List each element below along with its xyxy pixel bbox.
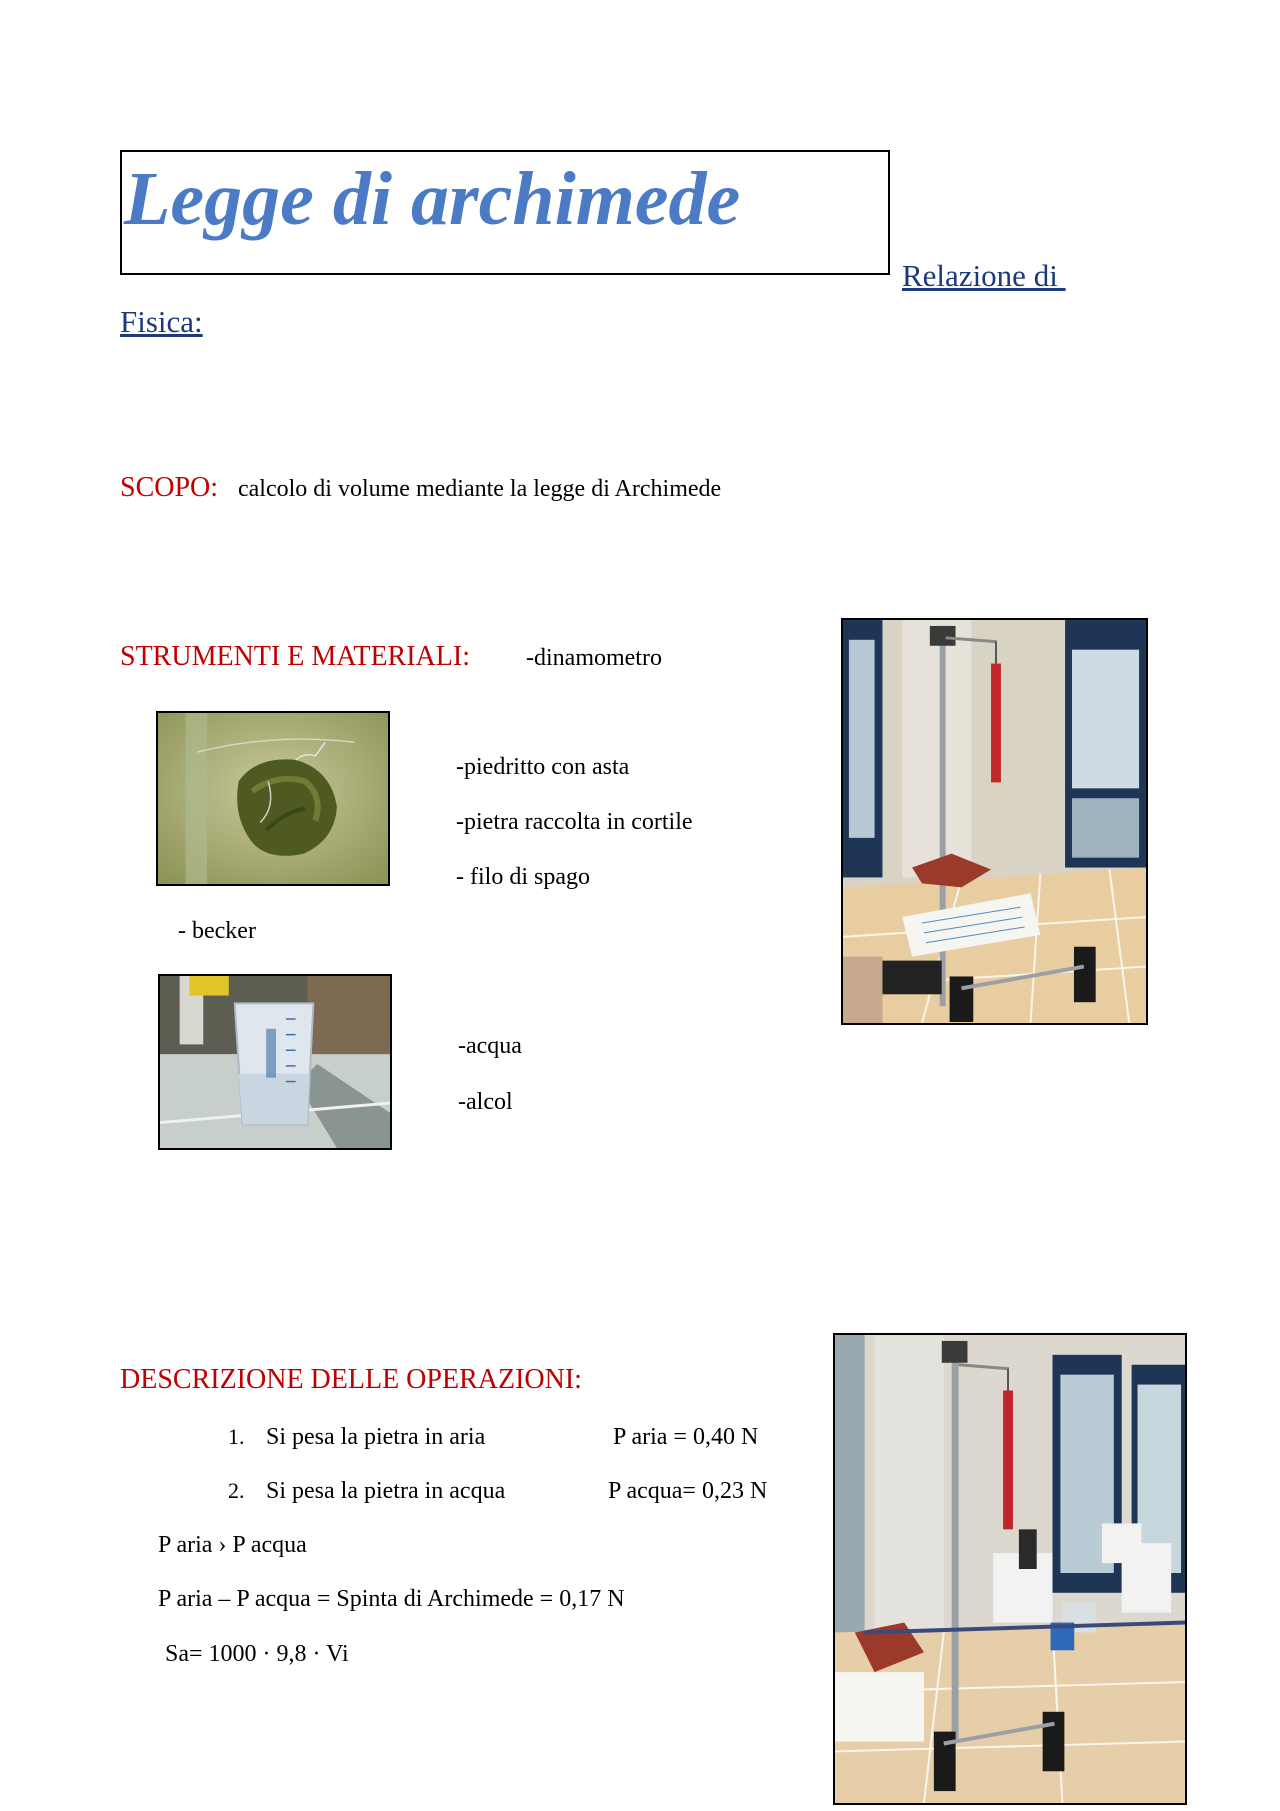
document-title: Legge di archimede [124, 157, 741, 241]
dynamometer-setup-photo [841, 618, 1148, 1025]
material-item: - becker [178, 918, 256, 944]
step-text: Si pesa la pietra in aria [266, 1424, 486, 1450]
material-item: -alcol [458, 1089, 513, 1115]
beaker-photo [158, 974, 392, 1150]
lab-setup-photo [833, 1333, 1187, 1805]
descrizione-heading: DESCRIZIONE DELLE OPERAZIONI: [120, 1364, 582, 1395]
scopo-heading: SCOPO: [120, 472, 219, 503]
strumenti-heading: STRUMENTI E MATERIALI: [120, 641, 470, 672]
step-number: 2. [228, 1478, 245, 1503]
material-item: -dinamometro [526, 645, 662, 671]
material-item: - filo di spago [456, 864, 590, 890]
step-text: Si pesa la pietra in acqua [266, 1478, 506, 1504]
material-item: -piedritto con asta [456, 754, 630, 780]
step-value: P acqua= 0,23 N [608, 1478, 768, 1504]
subtitle-part2: Fisica: [120, 304, 203, 339]
stone-photo [156, 711, 390, 886]
scopo-text: calcolo di volume mediante la legge di Archimede [238, 476, 722, 502]
formula-line: Sa= 1000 · 9,8 · Vi [165, 1641, 349, 1667]
spinta-line: P aria – P acqua = Spinta di Archimede = 0,17 N [158, 1586, 625, 1612]
comparison-line: P aria › P acqua [158, 1532, 307, 1558]
material-item: -pietra raccolta in cortile [456, 809, 693, 835]
subtitle-part1: Relazione di [902, 258, 1066, 293]
material-item: -acqua [458, 1033, 522, 1059]
step-value: P aria = 0,40 N [613, 1424, 759, 1450]
step-number: 1. [228, 1424, 245, 1449]
